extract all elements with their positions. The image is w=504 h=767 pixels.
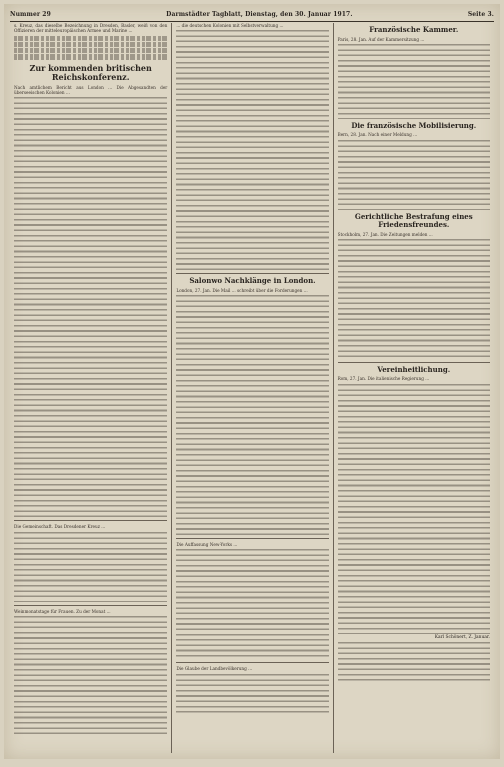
col3-body3: Paris, 28. Jan. Auf der Kammersitzung ...: [337, 36, 425, 42]
headline-vereinheitlichung: Vereinheitlichung.: [377, 364, 451, 374]
col1-body-lines: [14, 97, 167, 517]
masthead: [10, 9, 494, 20]
col1-note2: Weinmonatstage für Frauen. Zu der Monat ...: [14, 608, 111, 614]
separator: [14, 605, 167, 606]
newspaper-page: [4, 4, 500, 759]
col3-body5-lines: [338, 239, 490, 359]
col3-body6-lines: [338, 384, 490, 634]
separator: [14, 520, 167, 521]
col1-note1: Die Gemeinschaft. Das Dresdener Kreuz ...: [14, 524, 106, 530]
column-2: [171, 23, 332, 753]
col3-body4-lines: [338, 140, 490, 210]
col2-top-lines: [176, 30, 328, 270]
separator: [176, 662, 328, 663]
col3-body3-lines: [338, 44, 490, 119]
col2-intro: ... die deutschen Kolonien mit Selbstverwaltung ...: [176, 23, 284, 28]
col2-body2: London, 27. Jan. Die Mail ... schreibt über die Forderungen ...: [176, 287, 308, 293]
col3-body6: Rom, 27. Jan. Die italienische Regierung ...: [337, 376, 430, 382]
signature: Karl Schönert, Z. Januar.: [434, 634, 490, 640]
col3-tail-lines: [338, 642, 490, 682]
col1-body1: Nach amtlichem Bericht aus London ... Die Abgesandten der überseeischen Kolonien ...: [14, 84, 168, 96]
column-1: [10, 23, 171, 753]
headline-kammer: Französische Kammer.: [369, 25, 459, 34]
col2-note3-lines: [176, 549, 328, 659]
headline-salonwo: Salonwo Nachklänge in London.: [189, 276, 316, 286]
headline-mobilisierung: Die französische Mobilisierung.: [351, 120, 477, 130]
paper-title: Darmstädter Tagblatt, Dienstag, den 30. Januar 1917.: [166, 11, 353, 18]
col2-note3: Die Auffassung New-Yorks ...: [176, 542, 238, 548]
separator: [176, 538, 328, 539]
separator: [338, 362, 490, 363]
column-3: [333, 23, 494, 753]
col2-note4: Die Glaube der Landbevölkerung ...: [176, 666, 253, 672]
col3-body4: Bern, 28. Jan. Nach einer Meldung ...: [337, 132, 418, 138]
col2-mid-lines: [176, 295, 328, 535]
col1-intro: s. Kreuz, das dieselbe Bezeichnung in Dresden, Basler, weiß von den Offizieren der mitteleuropäischen Armee und Marine ...: [14, 23, 168, 34]
masthead-rule: [10, 21, 494, 22]
col2-note4-lines: [176, 674, 328, 714]
separator: [176, 273, 328, 274]
issue-number: Nummer 29: [10, 11, 51, 18]
headline-reichskonferenz: Zur kommenden britischen Reichskonferenz.: [29, 62, 152, 83]
headline-friedensfreund: Gerichtliche Bestrafung eines Friedensfreundes.: [354, 211, 473, 230]
col1-note2-lines: [14, 616, 167, 736]
text-line: [14, 54, 167, 60]
columns: [10, 23, 494, 753]
col1-note1-lines: [14, 532, 167, 602]
col3-body5: Stockholm, 27. Jan. Die Zeitungen melden ...: [337, 231, 433, 237]
page-number: Seite 3.: [467, 11, 494, 18]
